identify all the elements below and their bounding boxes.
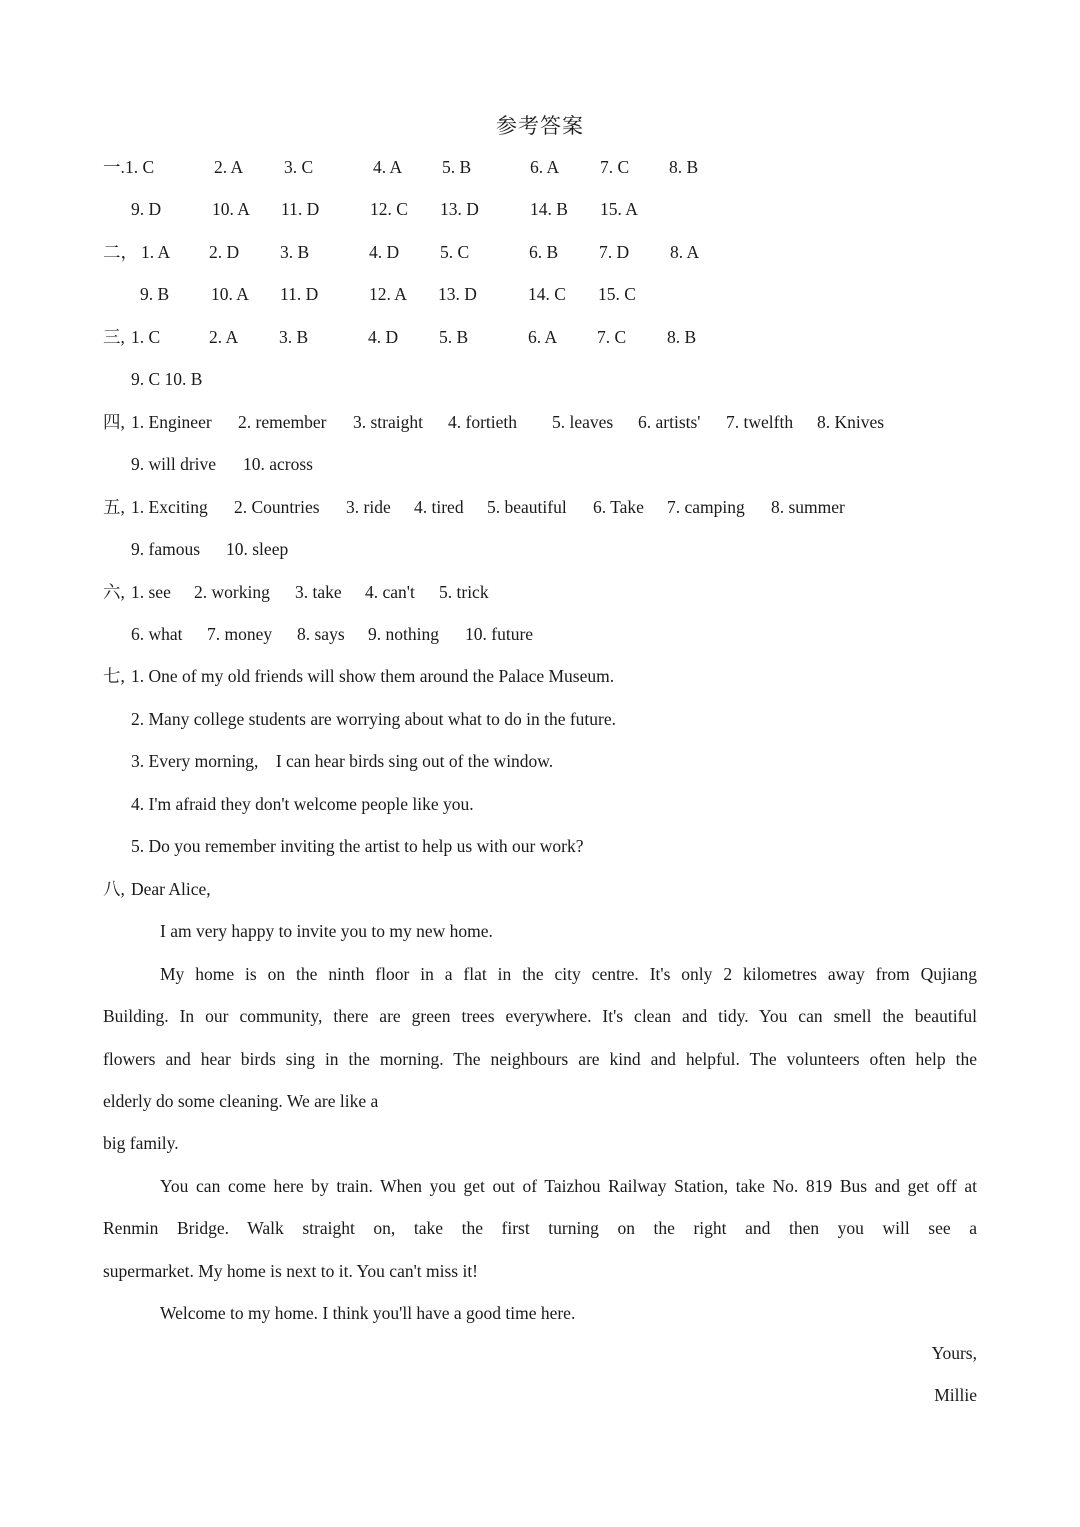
answer-item: 5. leaves [552,412,614,432]
answer-item: 6. Take [593,497,644,517]
letter-line: flowers and hear birds sing in the morning. The neighbours are kind and helpful. The volunteers often help the [103,1049,977,1069]
answer-item: 10. future [465,624,534,644]
answer-item: 7. C [597,327,627,347]
answer-item: 3. B [280,242,310,262]
section-3-label: 三, [103,327,125,347]
answer-item: 10. A [212,199,250,219]
answer-item: 3. take [295,582,342,602]
answer-item: 8. says [297,624,345,644]
letter-signature: Millie [934,1385,977,1405]
page-title: 参考答案 [496,114,584,138]
answer-item: 11. D [281,199,320,219]
answer-item: 1. C [125,157,155,177]
answer-item: 10. across [243,454,313,474]
answer-item: 3. C [284,157,314,177]
answer-item: 9. B [140,284,170,304]
answer-item: 5. trick [439,582,489,602]
letter-line: You can come here by train. When you get out of Taizhou Railway Station, take No. 819 Bus and get off at [160,1176,977,1196]
answer-item: 10. A [211,284,249,304]
letter-line: elderly do some cleaning. We are like a [103,1091,379,1111]
section-2-label: 二， [103,242,138,262]
answer-item: 14. C [528,284,566,304]
answer-item: 2. A [209,327,239,347]
answer-item: 13. D [438,284,477,304]
answer-item: 5. beautiful [487,497,567,517]
answer-item: 1. Exciting [131,497,208,517]
answer-item: 2. A [214,157,244,177]
answer-item: 9. famous [131,539,201,559]
letter-paragraph: I am very happy to invite you to my new home. [160,921,493,941]
sentence-answer: 5. Do you remember inviting the artist to help us with our work? [131,836,584,856]
sentence-answer: 2. Many college students are worrying about what to do in the future. [131,709,617,729]
answer-item: 8. summer [771,497,845,517]
answer-item: 2. D [209,242,240,262]
answer-item: 6. B [529,242,559,262]
answer-item: 3. B [279,327,309,347]
answer-item: 14. B [530,199,568,219]
answer-item: 8. B [669,157,699,177]
answer-item: 8. Knives [817,412,885,432]
letter-line: supermarket. My home is next to it. You can't miss it! [103,1261,479,1281]
answer-item: 1. Engineer [131,412,212,432]
sentence-answer: 1. One of my old friends will show them around the Palace Museum. [131,666,615,686]
answer-item: 11. D [280,284,319,304]
answer-item: 8. A [670,242,700,262]
letter-closing: Yours, [931,1343,977,1363]
answer-item: 4. tired [414,497,464,517]
answer-item: 9. D [131,199,162,219]
answer-item: 4. A [373,157,403,177]
answer-item: 6. A [528,327,558,347]
answer-item: 15. A [600,199,638,219]
answer-item: 5. C [440,242,470,262]
answer-item: 12. C [370,199,408,219]
sentence-answer: 4. I'm afraid they don't welcome people like you. [131,794,474,814]
answer-item: 1. C [131,327,161,347]
section-1-label: 一. [103,157,125,177]
answer-item: 15. C [598,284,636,304]
answer-item: 9. C 10. B [131,369,203,389]
answer-item: 4. D [369,242,400,262]
answer-item: 9. will drive [131,454,217,474]
answer-item: 12. A [369,284,407,304]
answer-item: 7. C [600,157,630,177]
answer-item: 2. working [194,582,270,602]
answer-item: 7. twelfth [726,412,794,432]
answer-item: 7. D [599,242,630,262]
answer-item: 7. money [207,624,273,644]
answer-item: 4. can't [365,582,415,602]
letter-line: Renmin Bridge. Walk straight on, take the first turning on the right and then you will see a [103,1218,977,1238]
letter-salutation: Dear Alice, [131,879,211,899]
answer-item: 1. A [141,242,171,262]
answer-item: 2. Countries [234,497,320,517]
answer-item: 5. B [439,327,469,347]
answer-item: 9. nothing [368,624,439,644]
answer-item: 6. A [530,157,560,177]
answer-item: 13. D [440,199,479,219]
answer-item: 10. sleep [226,539,289,559]
answer-item: 5. B [442,157,472,177]
answer-item: 1. see [131,582,171,602]
answer-item: 4. D [368,327,399,347]
section-5-label: 五, [103,497,125,517]
letter-line: Building. In our community, there are green trees everywhere. It's clean and tidy. You can smell the beautiful [103,1006,977,1026]
section-7-label: 七, [103,666,125,686]
section-6-label: 六, [103,582,125,602]
letter-line: My home is on the ninth floor in a flat in the city centre. It's only 2 kilometres away from Qujiang [160,964,977,984]
section-8-label: 八, [103,879,125,899]
answer-item: 2. remember [238,412,327,432]
sentence-answer: 3. Every morning, I can hear birds sing out of the window. [131,751,554,771]
answer-item: 4. fortieth [448,412,518,432]
letter-line: big family. [103,1133,179,1153]
answer-item: 3. straight [353,412,423,432]
letter-paragraph: Welcome to my home. I think you'll have a good time here. [160,1303,576,1323]
answer-item: 8. B [667,327,697,347]
answer-item: 7. camping [667,497,745,517]
answer-item: 3. ride [346,497,391,517]
answer-item: 6. what [131,624,183,644]
answer-item: 6. artists' [638,412,701,432]
section-4-label: 四, [103,412,125,432]
